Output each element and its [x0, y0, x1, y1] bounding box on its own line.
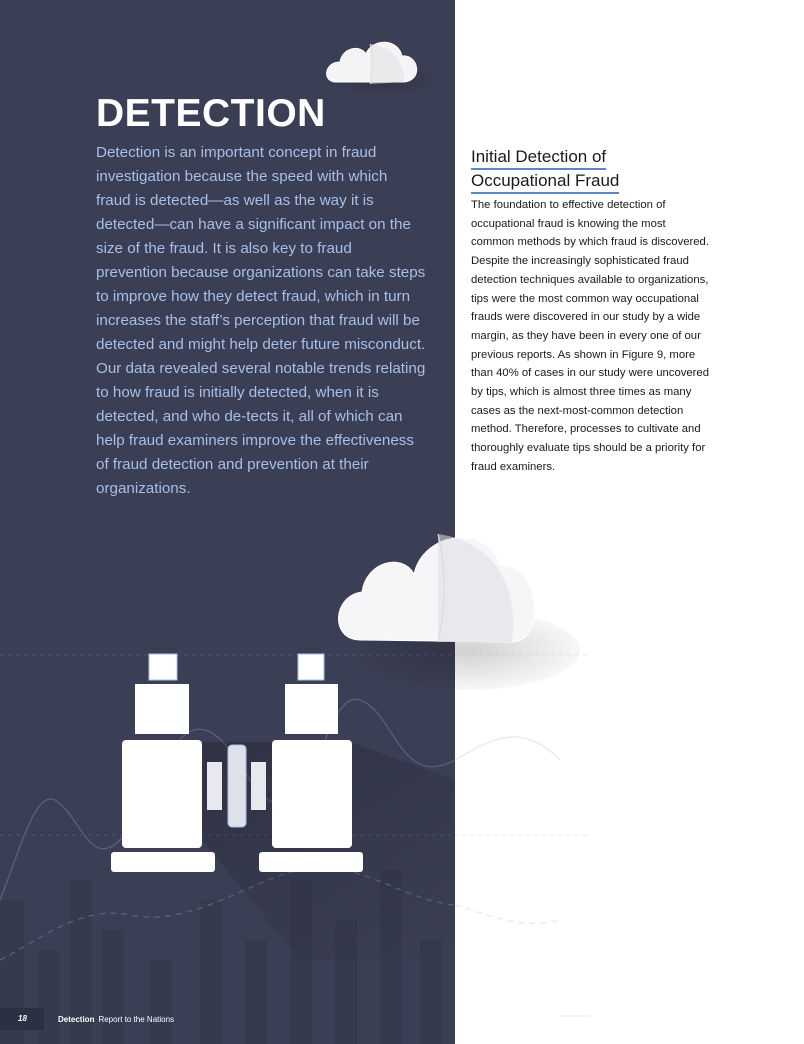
binoculars-icon [111, 654, 455, 960]
cloud-icon [327, 42, 434, 94]
page-title: DETECTION [96, 92, 326, 135]
section-heading-line2: Occupational Fraud [471, 170, 619, 194]
intro-paragraph: Detection is an important concept in fraud investigation because the speed with which fraud is detected—as well as the way it is detected—can have a significant impact on the size of the fraud. It is also key to fraud prevention because organizations can take steps to improve how they detect fraud, which in turn increases the staff’s perception that fraud will be detected and might help deter future misconduct. Our data revealed several notable trends relating to how fraud is initially detected, when it is detected, and who de-tects it, all of which can help fraud examiners improve the effectiveness of fraud detection and prevention at their organizations. [96, 144, 426, 497]
section-heading-line1: Initial Detection of [471, 146, 606, 170]
footer [0, 1008, 300, 1030]
footer-report-name: Report to the Nations [98, 1014, 175, 1024]
cloud-icon [338, 534, 580, 690]
section-body: The foundation to effective detection of occupational fraud is knowing the most common methods by which fraud is discovered. Despite the increasingly sophisticated fraud detection techniques available to organizations, tips were the most common way occupational frauds were discovered in our study by a wide margin, as they have been in every one of our previous reports. As shown in Figure 9, more than 40% of cases in our study were uncovered by tips, which is almost three times as many cases as the next-most-common detection method. Therefore, processes to cultivate and thoroughly evaluate tips should be a priority for fraud examiners. [471, 199, 710, 473]
section-heading [471, 146, 619, 194]
footer-section-name: Detection [58, 1014, 95, 1024]
page-number: 18 [0, 1008, 44, 1030]
